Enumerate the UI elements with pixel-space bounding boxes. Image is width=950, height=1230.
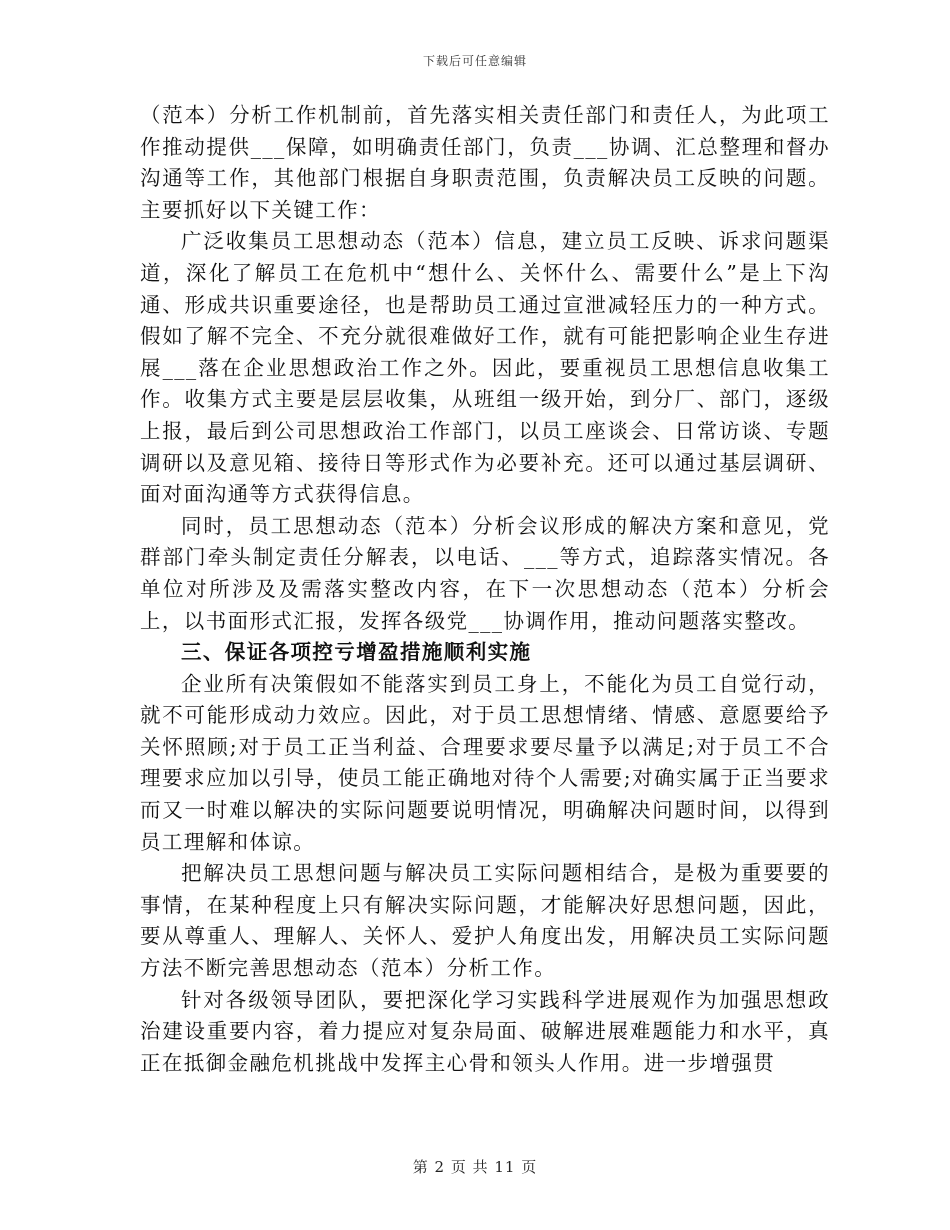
document-body [140,100,830,1079]
section-heading: 三、保证各项控亏增盈措施顺利实施 [181,640,532,665]
paragraph-leadership: 针对各级领导团队，要把深化学习实践科学进展观作为加强思想政治建设重要内容，着力提应对复杂局面、破解进展难题能力和水平，真正在抵御金融危机挑战中发挥主心骨和领头人作用。进一步增强贯 [140,987,830,1075]
paragraph-intro: （范本）分析工作机制前，首先落实相关责任部门和责任人，为此项工作推动提供___保障，如明确责任部门，负责___协调、汇总整理和督办沟通等工作，其他部门根据自身职责范围，负责解决员工反映的问题。主要抓好以下关键工作： [140,103,830,222]
paragraph-follow-up: 同时，员工思想动态（范本）分析会议形成的解决方案和意见，党群部门牵头制定责任分解表，以电话、___等方式，追踪落实情况。各单位对所涉及及需落实整改内容，在下一次思想动态（范本）分析会上，以书面形式汇报，发挥各级党___协调作用，推动问题落实整改。 [140,513,830,633]
paragraph-decision-implementation: 企业所有决策假如不能落实到员工身上，不能化为员工自觉行动，就不可能形成动力效应。因此，对于员工思想情绪、情感、意愿要给予关怀照顾;对于员工正当利益、合理要求要尽量予以满足;对于员工不合理要求应加以引导，使员工能正确地对待个人需要;对确实属于正当要求而又一时难以解决的实际问题要说明情况，明确解决问题时间，以得到员工理解和体谅。 [140,671,830,854]
page-number: 第 2 页 共 11 页 [412,1158,538,1176]
paragraph-info-collection: 广泛收集员工思想动态（范本）信息，建立员工反映、诉求问题渠道，深化了解员工在危机中“想什么、关怀什么、需要什么”是上下沟通、形成共识重要途径，也是帮助员工通过宣泄减轻压力的一种方式。假如了解不完全、不充分就很难做好工作，就有可能把影响企业生存进展___落在企业思想政治工作之外。因此，要重视员工思想信息收集工作。收集方式主要是层层收集，从班组一级开始，到分厂、部门，逐级上报，最后到公司思想政治工作部门，以员工座谈会、日常访谈、专题调研以及意见箱、接待日等形式作为必要补充。还可以通过基层调研、面对面沟通等方式获得信息。 [140,229,830,507]
paragraph-practical-problems: 把解决员工思想问题与解决员工实际问题相结合，是极为重要要的事情，在某种程度上只有解决实际问题，才能解决好思想问题，因此，要从尊重人、理解人、关怀人、爱护人角度出发，用解决员工实际问题方法不断完善思想动态（范本）分析工作。 [140,861,830,981]
page-header-note: 下载后可任意编辑 [422,54,527,68]
